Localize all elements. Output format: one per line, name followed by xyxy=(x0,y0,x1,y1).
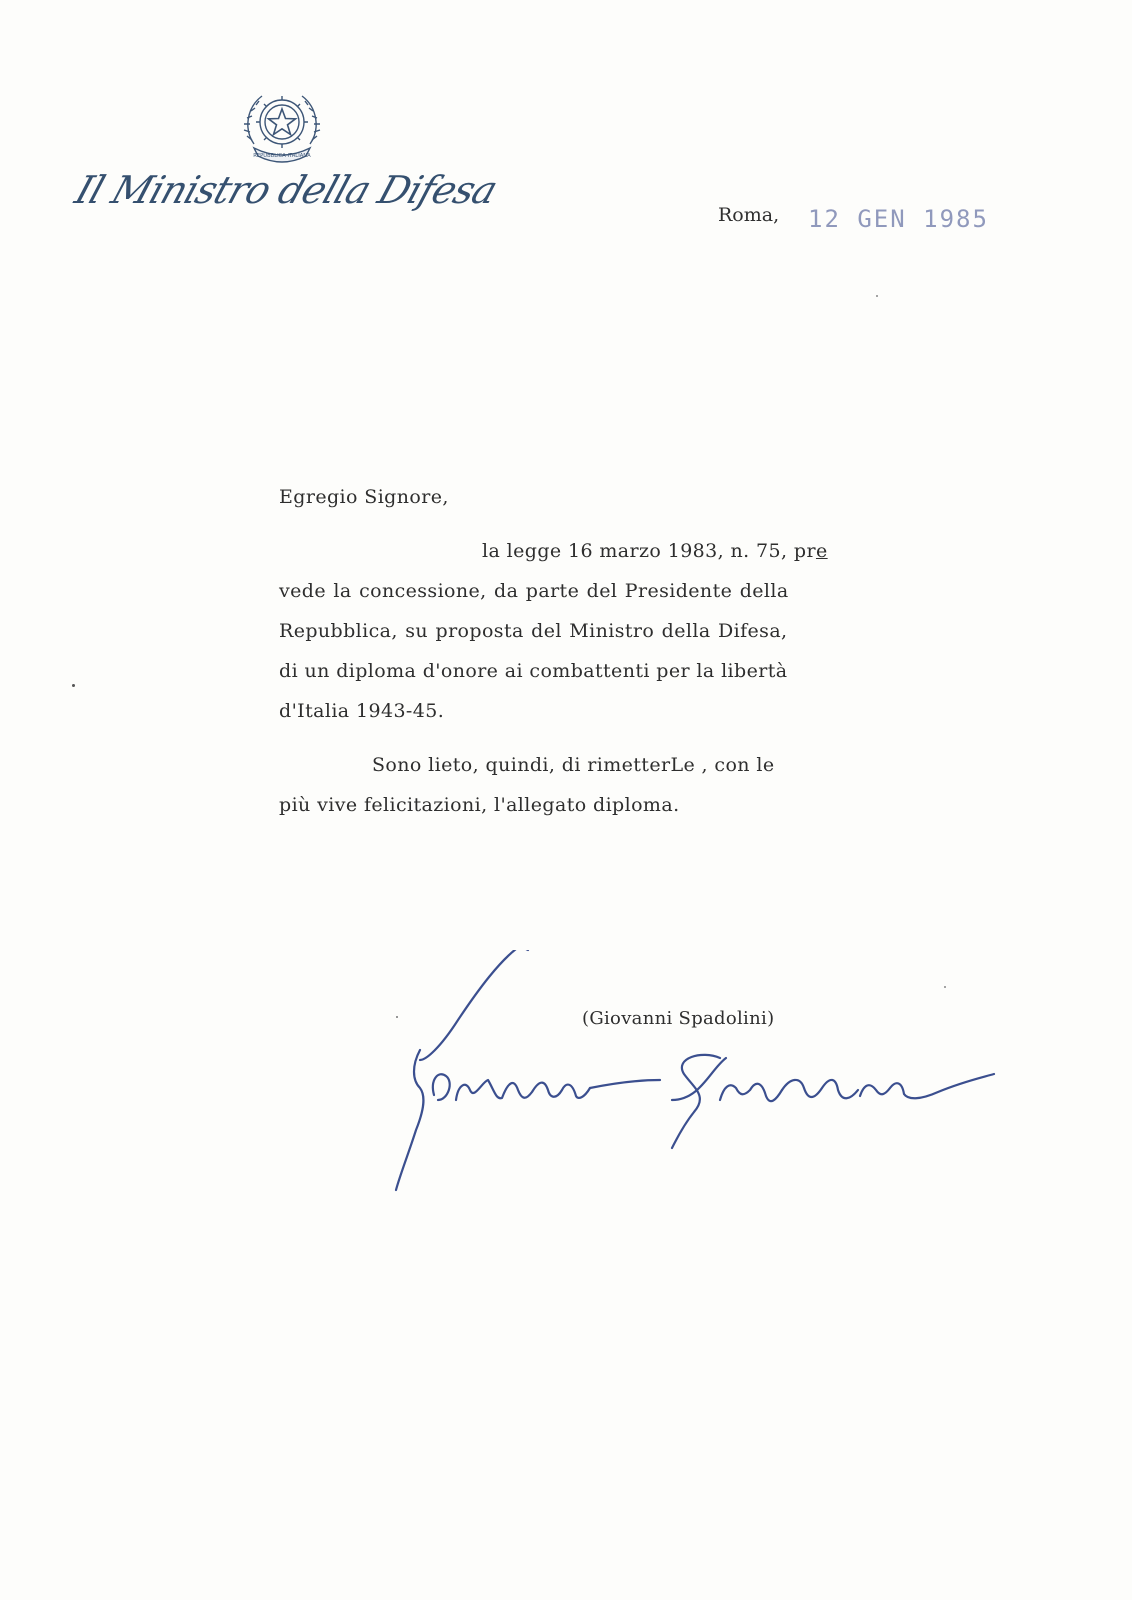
paragraph-2-line-2: più vive felicitazioni, l'allegato diploma. xyxy=(279,794,680,816)
date-stamp: 12 GEN 1985 xyxy=(808,205,989,233)
salutation: Egregio Signore, xyxy=(279,486,449,508)
typed-signatory-name: (Giovanni Spadolini) xyxy=(582,1008,775,1029)
paragraph-1-line-5: d'Italia 1943-45. xyxy=(279,700,445,722)
paper-speck xyxy=(944,986,946,988)
paper-speck xyxy=(876,295,878,297)
handwritten-signature xyxy=(390,950,1000,1220)
paragraph-2-line-1: Sono lieto, quindi, di rimetterLe , con le xyxy=(372,754,775,776)
place-label: Roma, xyxy=(718,204,780,226)
paragraph-1-line-2: vede la concessione, da parte del Presidente della xyxy=(279,580,789,602)
letterhead-title: Il Ministro della Difesa xyxy=(70,168,503,212)
paragraph-1-line-1 xyxy=(482,540,828,562)
emblem-ribbon-text: REPUBBLICA ITALIANA xyxy=(253,153,311,159)
paragraph-1-line-1-main: la legge 16 marzo 1983, n. 75, pr xyxy=(482,540,816,562)
paper-speck xyxy=(72,684,75,687)
paragraph-1-line-4: di un diploma d'onore ai combattenti per la libertà xyxy=(279,660,788,682)
paper-speck xyxy=(396,1016,398,1018)
paragraph-1-line-1-underlined: e xyxy=(815,540,828,562)
emblem-of-italy-icon xyxy=(240,82,324,170)
paragraph-1-line-3: Repubblica, su proposta del Ministro della Difesa, xyxy=(279,620,788,642)
